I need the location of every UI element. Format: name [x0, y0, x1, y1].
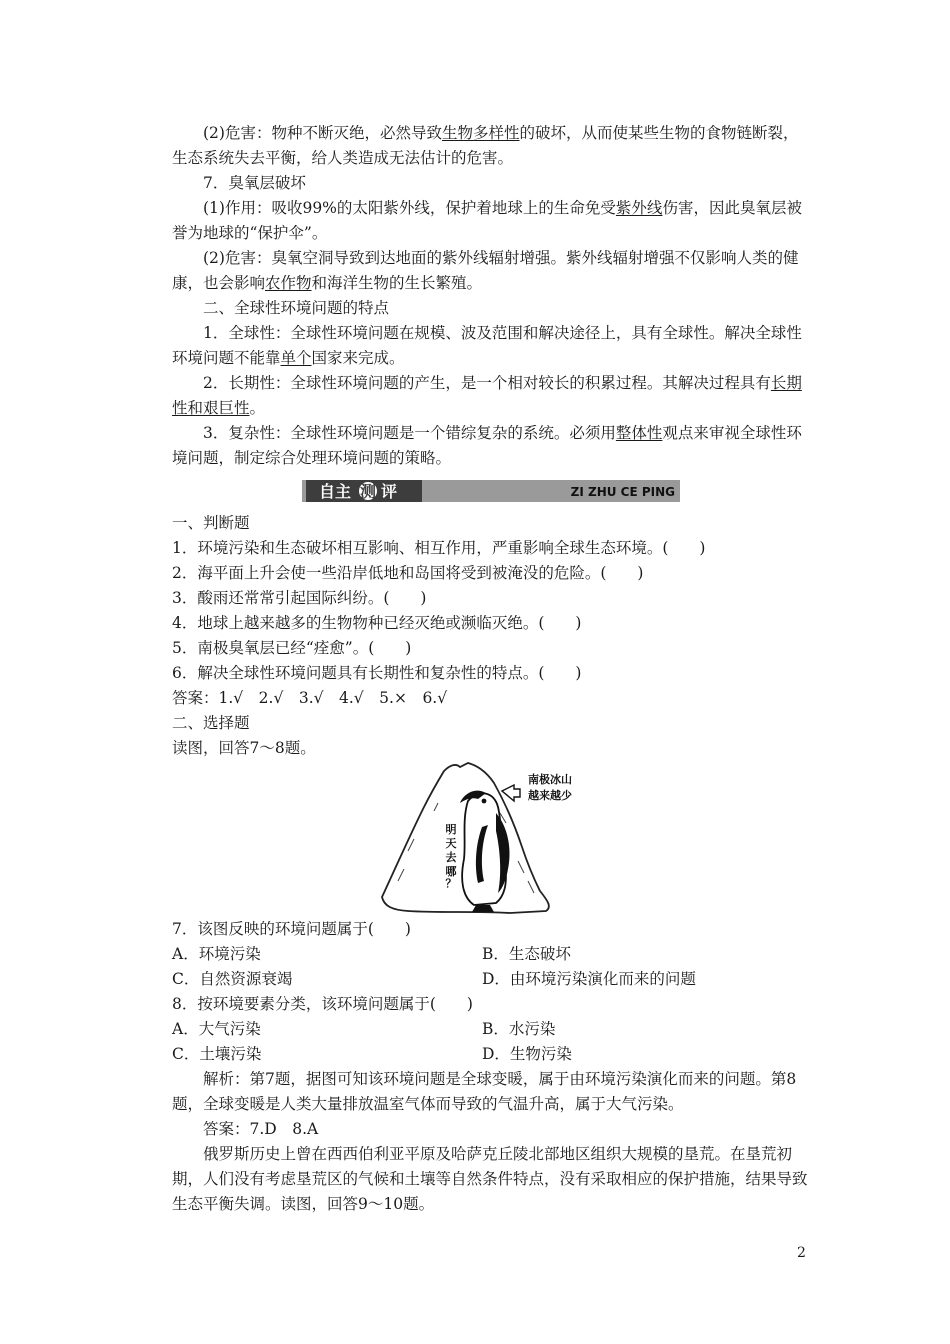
text: 观点来审视全球性环境问题，制定综合处理环境问题的策略。 [172, 424, 802, 467]
option-8c: C．土壤污染 [172, 1045, 262, 1063]
underlined-term: 单个 [280, 349, 312, 367]
underlined-term: 农作物 [265, 274, 312, 292]
heading-ozone: 7．臭氧层破坏 [203, 174, 306, 192]
section-banner [302, 480, 680, 502]
text: 1．全球性：全球性环境问题在规模、波及范围和解决途径上，具有全球性。解决全球性环境问题不能靠 [172, 324, 802, 367]
text: 。 [249, 399, 266, 417]
question-3: 3．酸雨还常常引起国际纠纷。( ) [172, 589, 427, 607]
text: 国家来完成。 [311, 349, 405, 367]
option-8a: A．大气污染 [172, 1020, 261, 1038]
speech-char-5: ？ [445, 877, 457, 890]
text: 2．长期性：全球性环境问题的产生，是一个相对较长的积累过程。其解决过程具有 [203, 374, 771, 392]
text: 3．复杂性：全球性环境问题是一个错综复杂的系统。必须用 [203, 424, 616, 442]
paragraph-complexity [172, 421, 812, 471]
speech-char-1: 明 [445, 823, 457, 836]
question-2: 2．海平面上升会使一些沿岸低地和岛国将受到被淹没的危险。( ) [172, 564, 644, 582]
speech-char-3: 去 [445, 851, 457, 864]
paragraph-ozone-harm [172, 246, 812, 296]
banner-pinyin: ZI ZHU CE PING [570, 485, 675, 499]
question-6: 6．解决全球性环境问题具有长期性和复杂性的特点。( ) [172, 664, 582, 682]
option-7a: A．环境污染 [172, 945, 261, 963]
read-figure-7-8: 读图，回答7～8题。 [172, 739, 316, 757]
choice-questions [172, 917, 812, 1217]
paragraph-ozone-function [172, 196, 812, 246]
question-7: 7．该图反映的环境问题属于( ) [172, 920, 411, 938]
figure-label-1: 南极冰山 [528, 773, 572, 786]
option-8d: D．生物污染 [482, 1045, 572, 1063]
answer-7-8: 答案：7.D 8.A [203, 1120, 319, 1138]
paragraph-species-harm [172, 121, 812, 171]
text: (2)危害：臭氧空洞导致到达地面的紫外线辐射增强。紫外线辐射增强不仅影响人类的健康，也会影响 [172, 249, 799, 292]
underlined-term: 长期性和艰巨性 [172, 374, 802, 417]
knowledge-section [172, 121, 812, 471]
paragraph-long-term [172, 371, 812, 421]
speech-char-2: 天 [445, 837, 457, 850]
quiz-section [172, 511, 812, 761]
heading-choice: 二、选择题 [172, 714, 250, 732]
text: 伤害，因此臭氧层被誉为地球的“保护伞”。 [172, 199, 802, 242]
heading-judgement: 一、判断题 [172, 514, 250, 532]
heading-characteristics: 二、全球性环境问题的特点 [203, 299, 390, 317]
passage-9-10: 俄罗斯历史上曾在西西伯利亚平原及哈萨克丘陵北部地区组织大规模的垦荒。在垦荒初期，人们没有考虑垦荒区的气候和土壤等自然条件特点，没有采取相应的保护措施，结果导致生态平衡失调。读图，回答9～10题。 [172, 1145, 808, 1213]
option-7d: D．由环境污染演化而来的问题 [482, 970, 696, 988]
question-8-options-row-1 [172, 1017, 812, 1042]
penguin-iceberg-figure [378, 761, 610, 915]
penguin-eye [482, 799, 487, 804]
question-8: 8．按环境要素分类，该环境问题属于( ) [172, 995, 473, 1013]
answer-judgement: 答案：1.√ 2.√ 3.√ 4.√ 5.× 6.√ [172, 689, 448, 707]
option-8b: B．水污染 [482, 1020, 556, 1038]
banner-title-circle: 测 [360, 482, 377, 501]
underlined-term: 整体性 [615, 424, 663, 442]
analysis-7-8: 解析：第7题，据图可知该环境问题是全球变暖，属于由环境污染演化而来的问题。第8题，全球变暖是人类大量排放温室气体而导致的气温升高，属于大气污染。 [172, 1070, 797, 1113]
speech-char-4: 哪 [445, 865, 457, 878]
banner-title-a: 自主 [319, 482, 352, 501]
question-1: 1．环境污染和生态破坏相互影响、相互作用，严重影响全球生态环境。( ) [172, 539, 706, 557]
question-5: 5．南极臭氧层已经“痊愈”。( ) [172, 639, 412, 657]
text: 的破坏，从而使某些生物的食物链断裂，生态系统失去平衡，给人类造成无法估计的危害。 [172, 124, 799, 167]
option-7b: B．生态破坏 [482, 945, 571, 963]
option-7c: C．自然资源衰竭 [172, 970, 293, 988]
question-8-options-row-2 [172, 1042, 812, 1067]
text: (2)危害：物种不断灭绝，必然导致 [203, 124, 442, 142]
page-number: 2 [797, 1245, 806, 1261]
figure-label-2: 越来越少 [528, 789, 572, 802]
paragraph-global [172, 321, 812, 371]
question-7-options-row-1 [172, 942, 812, 967]
text: 和海洋生物的生长繁殖。 [311, 274, 483, 292]
underlined-term: 生物多样性 [441, 124, 520, 142]
question-4: 4．地球上越来越多的生物物种已经灭绝或濒临灭绝。( ) [172, 614, 582, 632]
question-7-options-row-2 [172, 967, 812, 992]
arrow-icon [502, 785, 520, 801]
underlined-term: 紫外线 [615, 199, 663, 217]
text: (1)作用：吸收99%的太阳紫外线，保护着地球上的生命免受 [203, 199, 616, 217]
banner-title-b: 评 [381, 482, 398, 501]
